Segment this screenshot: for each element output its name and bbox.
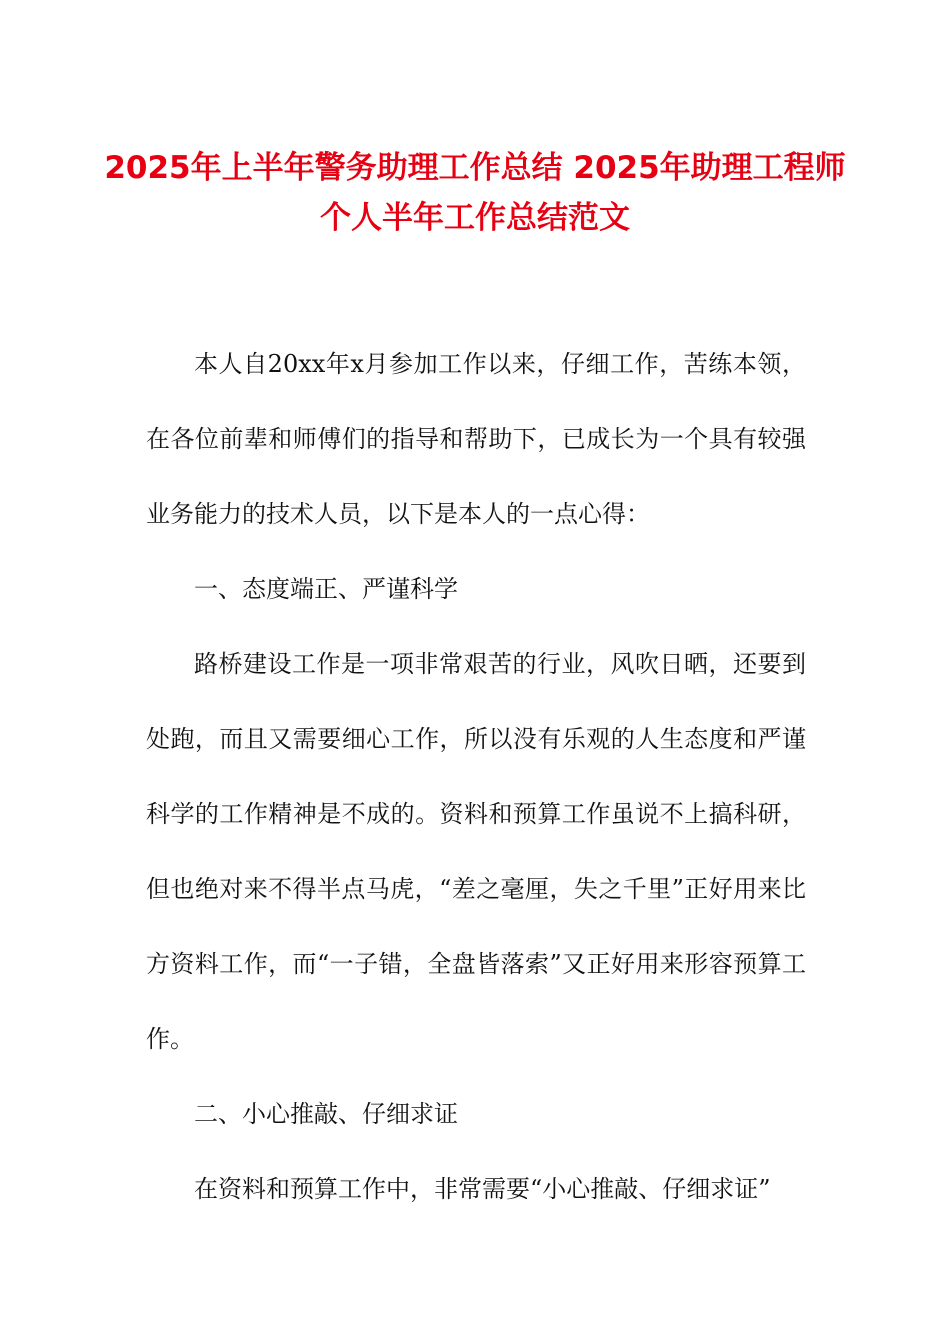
paragraph-intro: 本人自20xx年x月参加工作以来，仔细工作，苦练本领，在各位前辈和师傅们的指导和帮助下，已成长为一个具有较强业务能力的技术人员，以下是本人的一点心得： [146, 350, 806, 528]
paragraph-section-1: 路桥建设工作是一项非常艰苦的行业，风吹日晒，还要到处跑，而且又需要细心工作，所以没有乐观的人生态度和严谨科学的工作精神是不成的。资料和预算工作虽说不上搞科研，但也绝对来不得半点马虎，“差之毫厘，失之千里”正好用来比方资料工作，而“一子错，全盘皆落索”又正好用来形容预算工作。 [146, 650, 806, 1053]
document-body [146, 327, 806, 1227]
section-heading-2: 二、小心推敲、仔细求证 [194, 1100, 458, 1128]
section-heading-1: 一、态度端正、严谨科学 [194, 575, 458, 603]
document-title: 2025年上半年警务助理工作总结 2025年助理工程师个人半年工作总结范文 [104, 150, 846, 236]
paragraph-section-2: 在资料和预算工作中，非常需要“小心推敲、仔细求证” [194, 1175, 771, 1203]
